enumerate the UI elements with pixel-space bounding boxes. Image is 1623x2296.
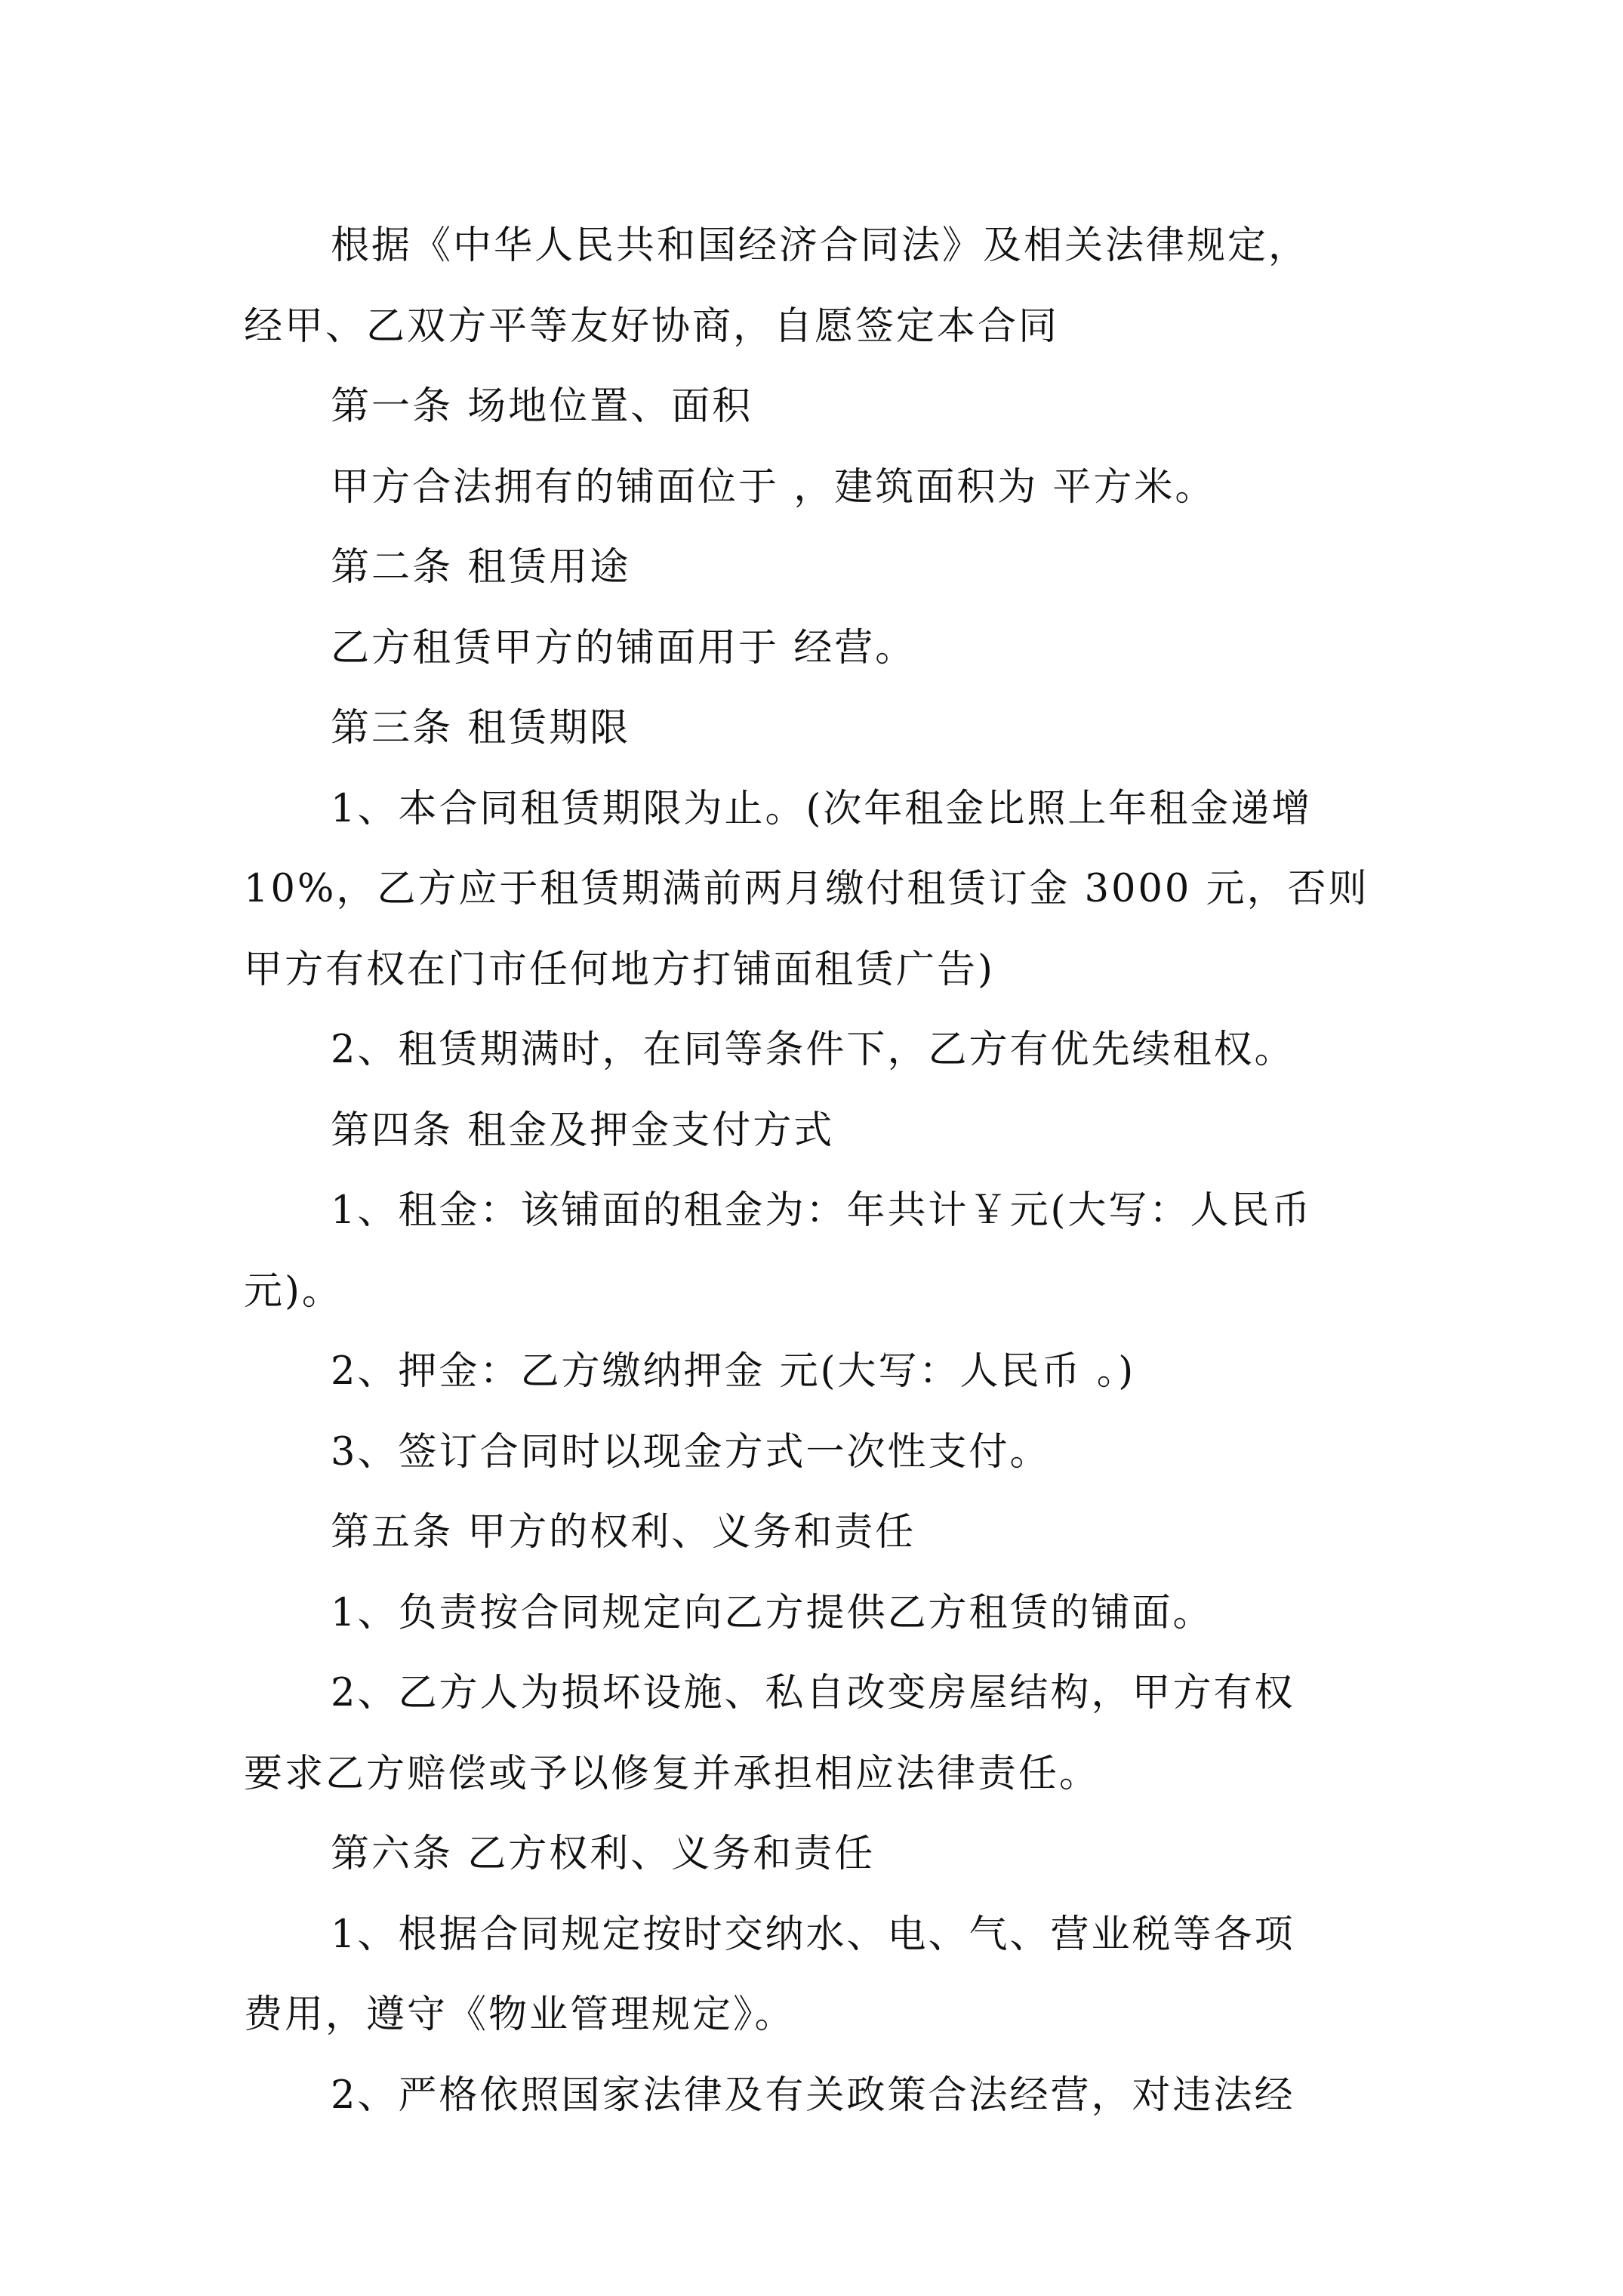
article-4-item-1-line-2: 元)。 — [244, 1268, 343, 1314]
article-1-text: 甲方合法拥有的铺面位于 ，建筑面积为 平方米。 — [331, 464, 1216, 510]
article-4-heading: 第四条 租金及押金支付方式 — [331, 1108, 835, 1153]
article-6-heading: 第六条 乙方权利、义务和责任 — [331, 1832, 876, 1876]
article-1-heading: 第一条 场地位置、面积 — [331, 384, 753, 429]
article-2-text: 乙方租赁甲方的铺面用于 经营。 — [331, 625, 916, 670]
article-3-heading: 第三条 租赁期限 — [331, 706, 631, 750]
contract-body — [244, 206, 1384, 2136]
intro-line-1: 根据《中华人民共和国经济合同法》及相关法律规定， — [331, 223, 1310, 268]
article-5-item-1: 1、负责按合同规定向乙方提供乙方租赁的铺面。 — [331, 1590, 1214, 1635]
article-5-item-2-line-1: 2、乙方人为损坏设施、私自改变房屋结构，甲方有权 — [331, 1671, 1295, 1715]
article-3-item-2: 2、租赁期满时，在同等条件下，乙方有优先续租权。 — [331, 1028, 1295, 1072]
article-3-item-1-line-1: 1、本合同租赁期限为止。(次年租金比照上年租金递增 — [331, 786, 1313, 831]
article-6-item-1-line-2: 费用，遵守《物业管理规定》。 — [244, 1992, 796, 2037]
intro-line-2: 经甲、乙双方平等友好协商，自愿签定本合同 — [244, 304, 1060, 349]
article-3-item-1-line-2: 10%，乙方应于租赁期满前两月缴付租赁订金 3000 元，否则 — [244, 867, 1369, 911]
article-4-item-1-line-1: 1、租金：该铺面的租金为：年共计￥元(大写：人民币 — [331, 1188, 1313, 1233]
article-6-item-2-line-1: 2、严格依照国家法律及有关政策合法经营，对违法经 — [331, 2073, 1295, 2118]
article-2-heading: 第二条 租赁用途 — [331, 545, 631, 590]
article-4-item-2: 2、押金：乙方缴纳押金 元(大写：人民币 。) — [331, 1349, 1136, 1394]
article-6-item-1-line-1: 1、根据合同规定按时交纳水、电、气、营业税等各项 — [331, 1912, 1295, 1957]
article-3-item-1-line-3: 甲方有权在门市任何地方打铺面租赁广告) — [244, 947, 995, 992]
article-4-item-3: 3、签订合同时以现金方式一次性支付。 — [331, 1429, 1051, 1475]
article-5-heading: 第五条 甲方的权利、义务和责任 — [331, 1510, 916, 1555]
article-5-item-2-line-2: 要求乙方赔偿或予以修复并承担相应法律责任。 — [244, 1751, 1101, 1796]
